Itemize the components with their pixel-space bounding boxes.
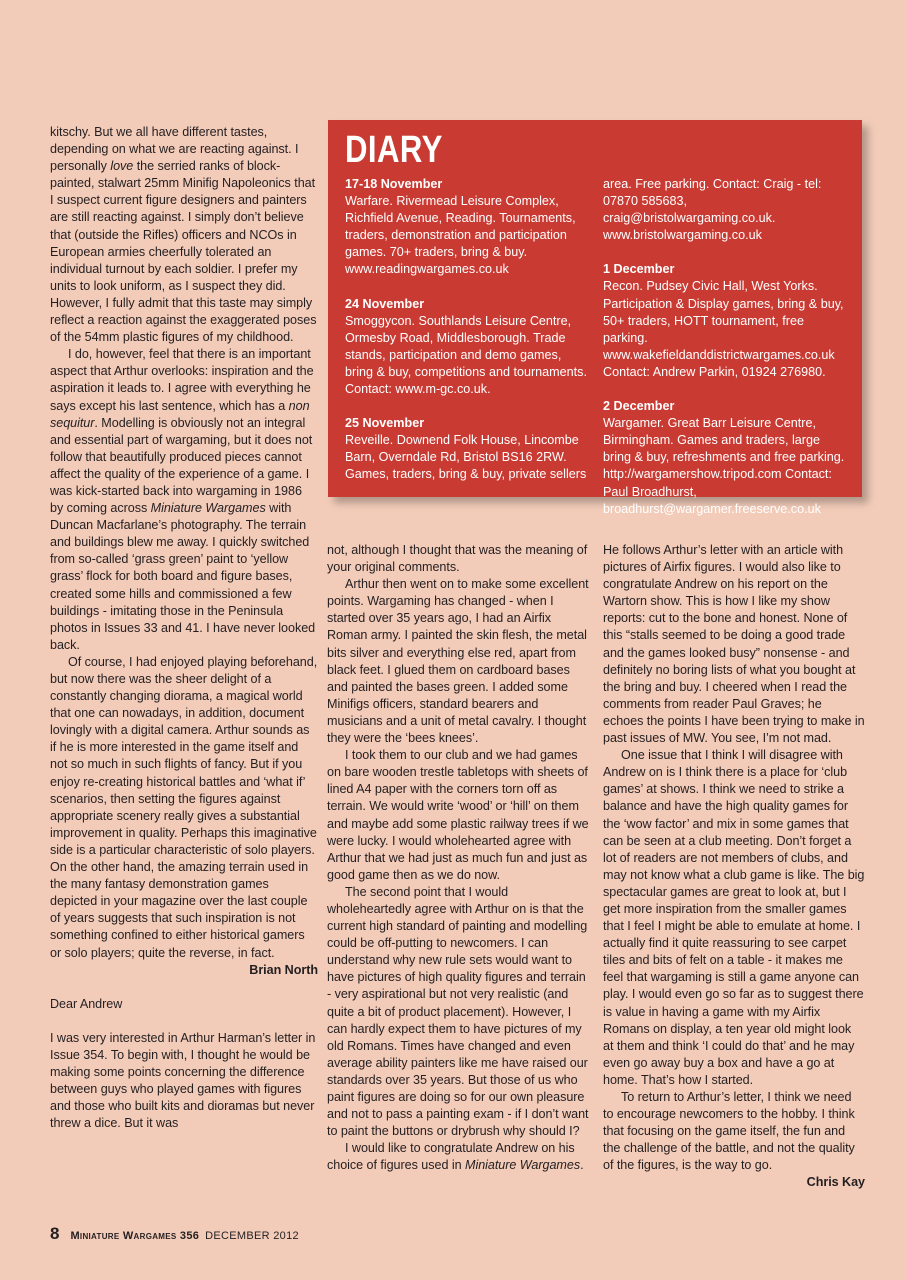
diary-entry xyxy=(603,261,848,381)
diary-box xyxy=(328,120,862,516)
diary-entry xyxy=(345,296,590,399)
letter-greeting: Dear Andrew xyxy=(50,996,123,1011)
paragraph: One issue that I think I will disagree with Andrew on is I think there is a place for ‘club games’ at shows. I think we need to strike a balance and have the high quality games for the ‘wow factor’ and mix in some games that can be seen at a club meeting. Don’t forget a lot of readers are not members of clubs, and may not know what a club game is like. The big spectacular games are great to look at, but I get more inspiration from the smaller games that I feel I might be able to emulate at home. I actually find it quite reassuring to see carpet tiles and bits of felt on a table - it makes me feel that wargaming is still a game anyone can play. I would even go so far as to suggest there is value in having a game with my Airfix Romans on display, a ten year old might look at them and think ‘I could do that’ and he may even go away buy a box and have a go at home. That’s how I started. xyxy=(603,748,865,1087)
diary-entry-date: 2 December xyxy=(603,399,675,414)
paragraph: Of course, I had enjoyed playing beforehand, but now there was the sheer delight of a constantly changing diorama, a magical world that one can nowadays, in addition, document lovingly with a digital camera. Arthur sounds as if he is more interested in the game itself and not so much in such flights of fancy. But if you enjoy re-creating historical battles and ‘what if’ scenarios, then setting the figures against appropriate scenery really gives a substantial improvement in quality. Perhaps this imaginative side is a particular characteristic of solo players. On the other hand, the amazing terrain used in the many fantasy demonstration games depicted in your magazine over the last couple of years suggests that such inspiration is not something confined to either historical gamers or solo players; quite the reverse, in fact. xyxy=(50,654,318,960)
paragraph: The second point that I would wholeheartedly agree with Arthur on is that the current high standard of painting and modelling could be off-putting to newcomers. I can understand why new rule sets would want to have pictures of high quality figures and terrain - very aspirational but not very realistic (and quite a bit of product placement). However, I can hardly expect them to have pictures of my old Romans. Times have changed and even average ability painters like me have raised our standards over 35 years. But those of us who paint figures are doing so for our own pleasure and not to pass a painting exam - if I don’t want to paint the buttons or drybrush why should I? xyxy=(327,884,589,1139)
paragraph: He follows Arthur’s letter with an article with pictures of Airfix figures. I would also like to congratulate Andrew on his report on the Wartorn show. This is how I like my show reports: cut to the bone and honest. None of this “stalls seemed to be doing a good trade and the games looked busy” nonsense - and definitely no boring lists of what you bought at the bring and buy. I cheered when I read the comments from reader Paul Graves; he echoes the points I have been trying to make in past issues of MW. You see, I’m not mad. xyxy=(603,543,865,746)
paragraph: Arthur then went on to make some excellent points. Wargaming has changed - when I started over 35 years ago, I had an Airfix Roman army. I painted the skin flesh, the metal bits silver and everything else red, apart from black feet. I glued them on cardboard bases and painted the bases green. I added some Minifigs officers, standard bearers and musicians and a unit of metal cavalry. I thought they were the ‘bees knees’. xyxy=(327,577,589,746)
letter-signature: Chris Kay xyxy=(806,1175,865,1190)
letter-signature: Brian North xyxy=(249,962,318,977)
magazine-title: Miniature Wargames 356 xyxy=(70,1230,200,1242)
paragraph: To return to Arthur’s letter, I think we need to encourage newcomers to the hobby. I think that focusing on the game itself, the fun and the challenge of the battle, and not the quality of the figures, is the way to go. xyxy=(603,1090,855,1173)
diary-entry xyxy=(345,176,590,279)
diary-entry-text: Recon. Pudsey Civic Hall, West Yorks. Participation & Display games, bring & buy, 50+ traders, HOTT tournament, free parking. www.wakefieldanddistrictwargames.co.uk Contact: Andrew Parkin, 01924 276980. xyxy=(603,279,844,379)
article-column-3 xyxy=(603,542,865,1192)
paragraph: I do, however, feel that there is an important aspect that Arthur overlooks: inspiration and the aspiration it leads to. I agree with everything he says except his last sentence, which has a non sequitur. Modelling is obviously not an integral and essential part of wargaming, but it does not follow that beautifully produced pieces cannot affect the quality of the experience of a game. I was kick-started back into wargaming in 1986 by coming across Miniature Wargames with Duncan Macfarlane’s photography. The terrain and buildings blew me away. I quickly switched from so-called ‘grass green’ paint to ‘yellow grass’ flock for both board and figure bases, created some hills and commissioned a few buildings - imitating those in the Peninsula photos in Issues 33 and 41. I have never looked back. xyxy=(50,347,316,652)
diary-entry-date: 1 December xyxy=(603,262,675,277)
diary-entry-text: Reveille. Downend Folk House, Lincombe Barn, Overndale Rd, Bristol BS16 2RW. Games, traders, bring & buy, private sellers xyxy=(345,433,587,482)
page-number: 8 xyxy=(50,1224,60,1243)
article-column-1 xyxy=(50,124,318,1132)
issue-date: DECEMBER 2012 xyxy=(205,1230,299,1242)
diary-entry-text: Wargamer. Great Barr Leisure Centre, Birmingham. Games and traders, large bring & buy, refreshments and free parking. http://wargamershow.tripod.com Contact: Paul Broadhurst, broadhurst@wargamer.freeserve.co.uk xyxy=(603,416,845,516)
diary-entry xyxy=(345,415,590,483)
diary-entry-text: Warfare. Rivermead Leisure Complex, Richfield Avenue, Reading. Tournaments, traders, demonstration and participation games. 70+ traders, bring & buy. www.readingwargames.co.uk xyxy=(345,194,576,277)
diary-entry-date: 24 November xyxy=(345,296,425,311)
diary-column-right xyxy=(603,176,848,535)
page-footer xyxy=(50,1224,299,1244)
paragraph: I was very interested in Arthur Harman’s letter in Issue 354. To begin with, I thought he would be making some points concerning the difference between guys who played games with figures and those who built kits and dioramas but never threw a dice. But it was xyxy=(50,1030,316,1131)
paragraph: I took them to our club and we had games on bare wooden trestle tabletops with sheets of lined A4 paper with the corners torn off as terrain. We would write ‘wood’ or ‘hill’ on them and maybe add some plastic railway trees if we were lucky. I would wholehearted agree with Arthur that we had just as much fun and just as good game then as we do now. xyxy=(327,748,589,882)
diary-entry-continued xyxy=(603,176,848,244)
diary-entry-text: Smoggycon. Southlands Leisure Centre, Ormesby Road, Middlesborough. Trade stands, participation and demo games, bring & buy, competitions and tournaments. Contact: www.m-gc.co.uk. xyxy=(345,313,587,397)
diary-entry-text: area. Free parking. Contact: Craig - tel: 07870 585683, craig@bristolwargaming.co.uk. www.bristolwargaming.co.uk xyxy=(603,177,822,243)
diary-entry xyxy=(603,398,848,518)
article-column-2 xyxy=(327,542,589,1174)
diary-entry-date: 17-18 November xyxy=(345,177,443,191)
paragraph: not, although I thought that was the meaning of your original comments. xyxy=(327,543,588,575)
paragraph: kitschy. But we all have different tastes, depending on what we are reacting against. I personally love the serried ranks of block-painted, stalwart 25mm Minifig Napoleonics that I suspect current figure designers and painters are still reacting against. I simply don’t believe that (outside the Rifles) officers and NCOs in European armies cheerfully tolerated an individual turnout by each soldier. I prefer my units to look uniform, as I suspect they did. However, I fully admit that this taste may simply reflect a reaction against the exaggerated poses of the 54mm plastic figures of my childhood. xyxy=(50,125,317,345)
diary-entry-date: 25 November xyxy=(345,416,425,431)
diary-column-left xyxy=(345,176,590,501)
paragraph: I would like to congratulate Andrew on his choice of figures used in Miniature Wargames. xyxy=(327,1141,584,1173)
diary-title: DIARY xyxy=(345,129,443,171)
